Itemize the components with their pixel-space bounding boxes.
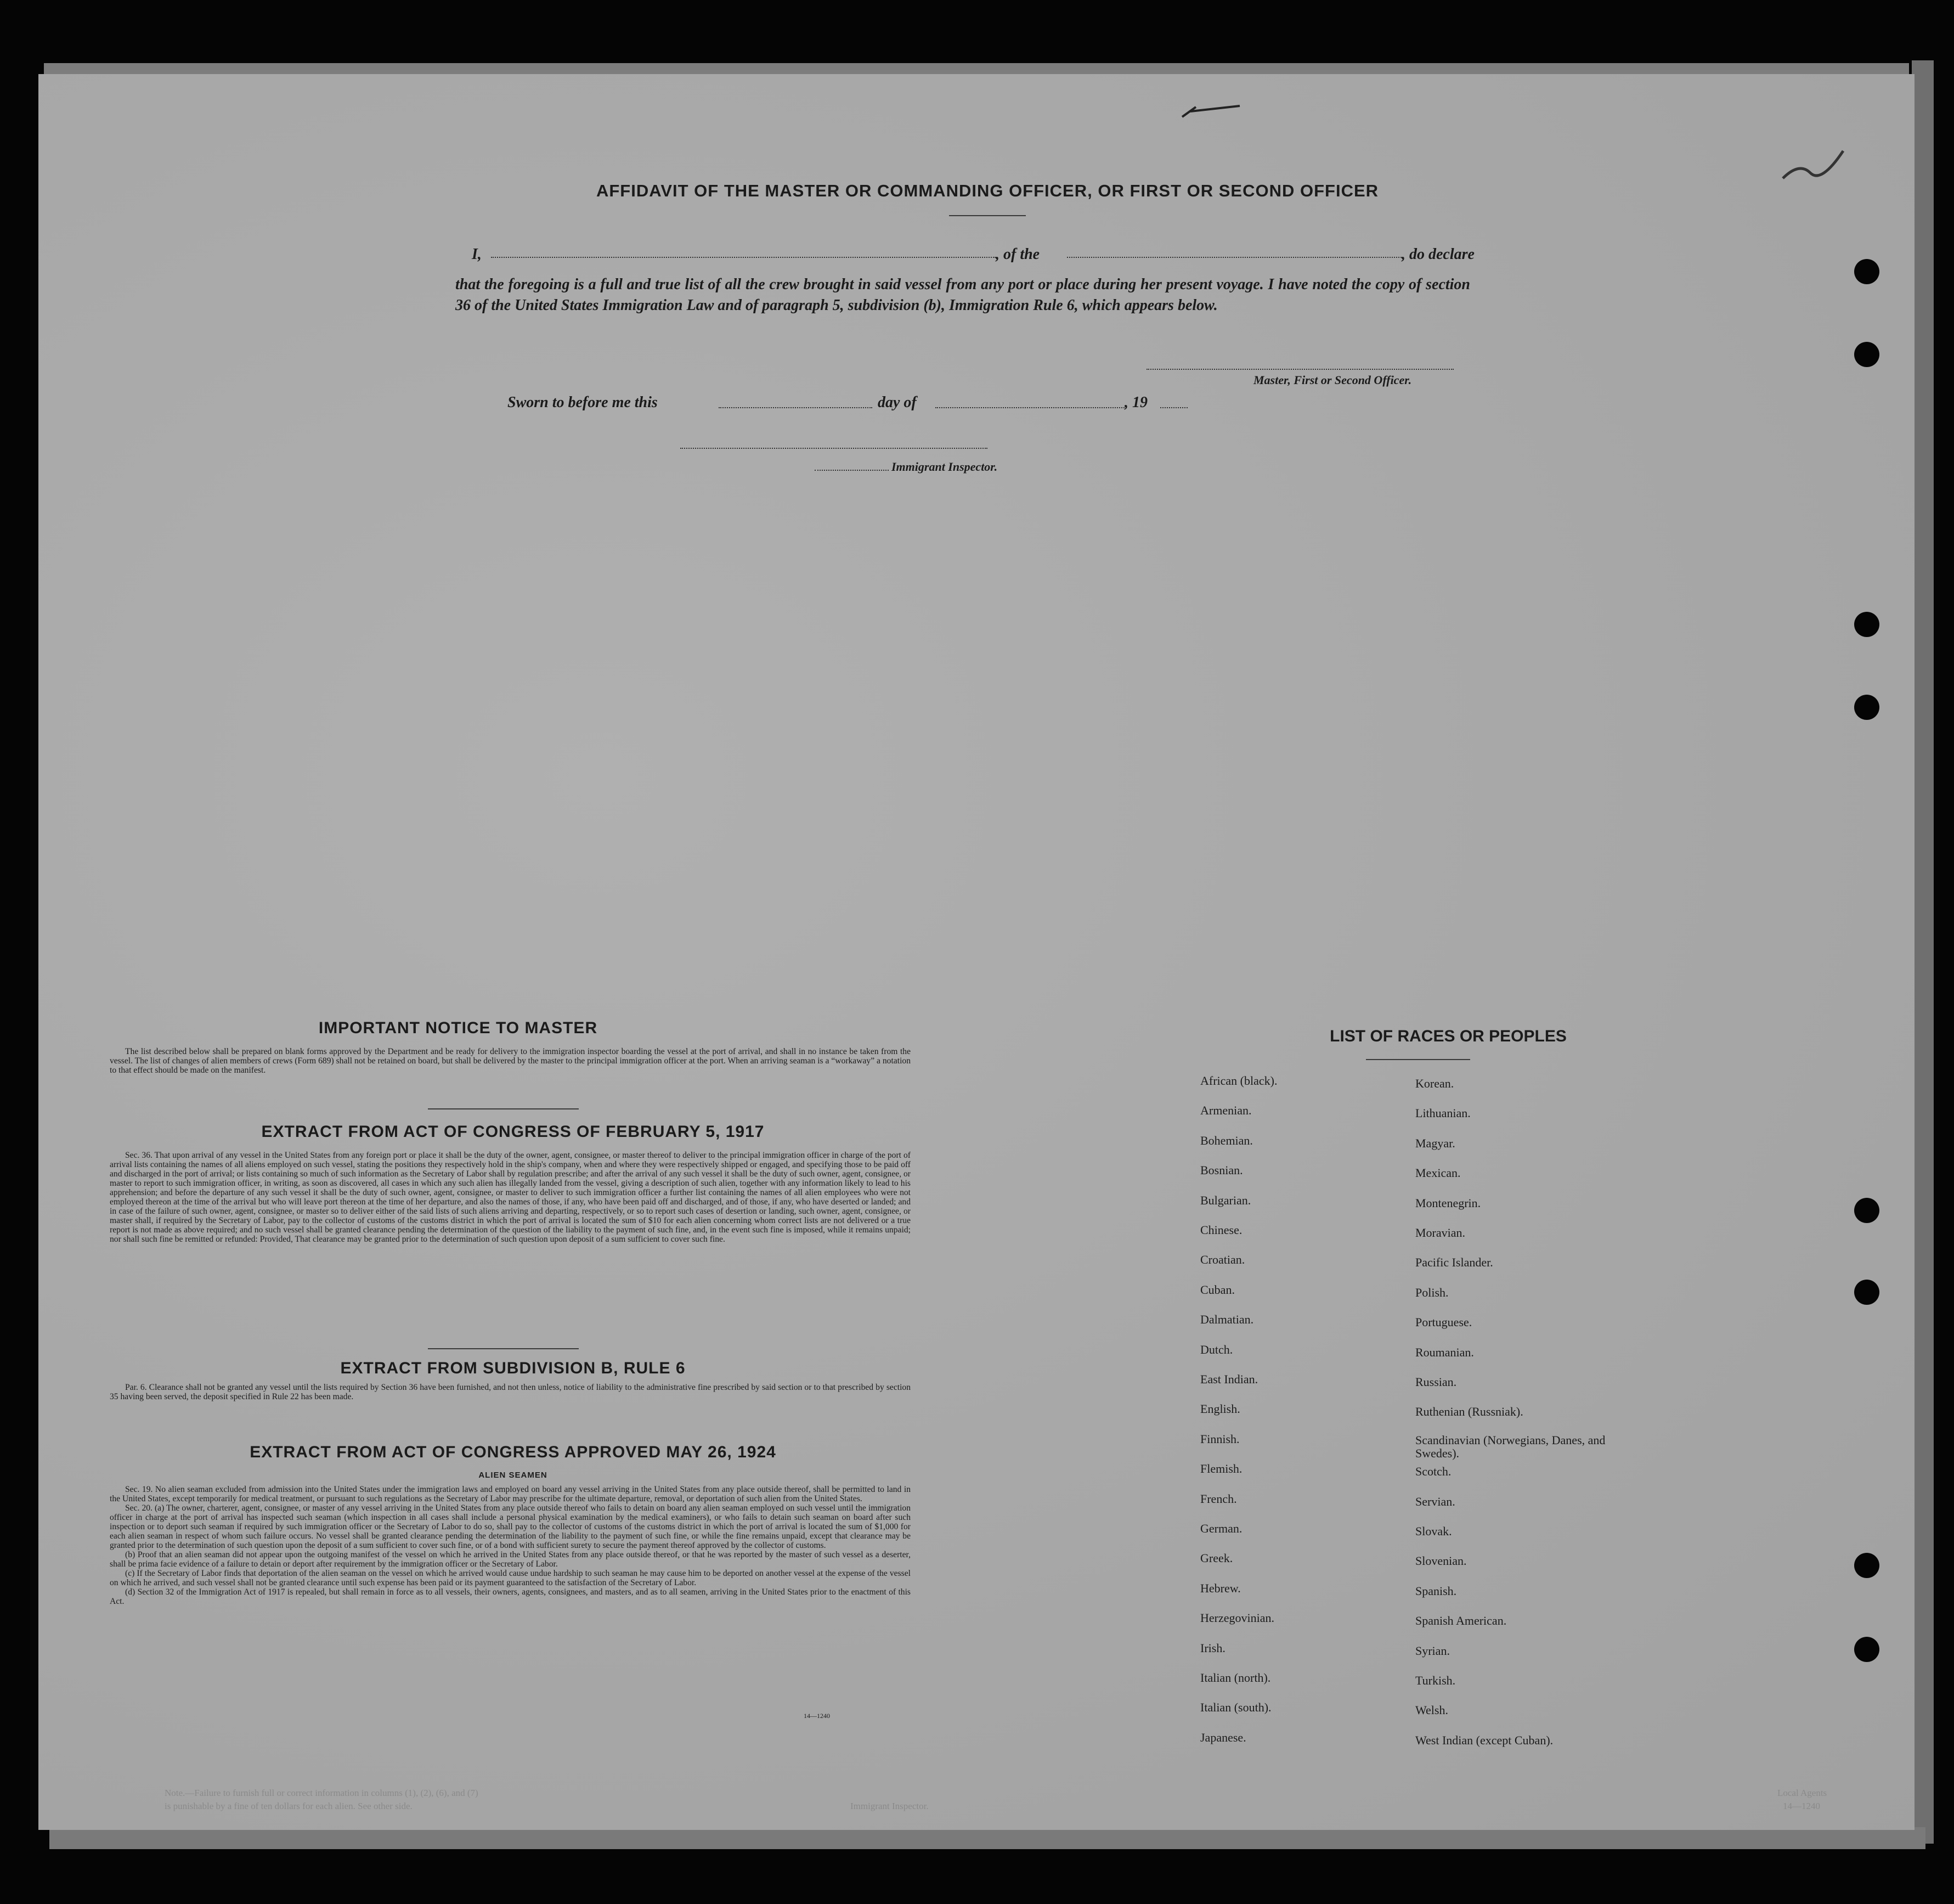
race-item: Moravian.: [1415, 1226, 1466, 1240]
bleed-note-2: is punishable by a fine of ten dollars for each alien. See other side.: [165, 1801, 413, 1811]
notice-paragraph: The list described below shall be prepared on blank forms approved by the Department and be ready for delivery to the immigration inspector boarding the vessel at the port of arrival, and shall in no instance be taken from the vessel. The list of changes of alien members of crews (Form 689) shall not be retained on board, but shall be delivered by the master to the principal immigration officer at the port. When an arriving seaman is a “workaway” a notation to that effect should be made on the manifest.: [110, 1047, 911, 1075]
inspector-signature-blank[interactable]: [680, 448, 987, 449]
extract-rule6-title: EXTRACT FROM SUBDIVISION B, RULE 6: [340, 1359, 686, 1377]
race-item: Slovenian.: [1415, 1554, 1467, 1568]
race-item: English.: [1200, 1402, 1240, 1416]
race-item: West Indian (except Cuban).: [1415, 1733, 1554, 1747]
race-item: Bosnian.: [1200, 1163, 1243, 1178]
sec-20b-paragraph: (b) Proof that an alien seaman did not appear upon the outgoing manifest of the vessel on which he arrived in the United States from any place outside thereof, or that he was reported by the master of such vessel as a deserter, shall be prima facie evidence of a failure to detain or deport after requirement by the immigration officer or the Secretary of Labor.: [110, 1550, 911, 1569]
race-item: Italian (south).: [1200, 1700, 1272, 1715]
punch-hole: [1854, 612, 1879, 637]
race-item: Korean.: [1415, 1077, 1454, 1090]
divider: [428, 1108, 579, 1109]
race-item: Russian.: [1415, 1375, 1457, 1389]
race-item: African (black).: [1200, 1074, 1278, 1088]
affidavit-of-the: , of the: [996, 246, 1040, 263]
handwritten-mark: [1179, 102, 1245, 123]
race-item: French.: [1200, 1491, 1237, 1506]
race-item: Pacific Islander.: [1415, 1255, 1493, 1270]
race-item: Welsh.: [1415, 1703, 1448, 1717]
race-item: Ruthenian (Russniak).: [1415, 1405, 1523, 1419]
extract-1924-title: EXTRACT FROM ACT OF CONGRESS APPROVED MAY 26, 1924: [250, 1443, 776, 1461]
name-blank[interactable]: [491, 257, 996, 258]
affidavit-declaration: that the foregoing is a full and true list of all the crew brought in said vessel from any port or place during her present voyage. I have noted the copy of section 36 of the United States Immigration Law and of paragraph 5, subdivision (b), Immigration Rule 6, which appears below.: [455, 276, 1470, 314]
notice-text: [110, 1047, 911, 1075]
race-item: Polish.: [1415, 1285, 1449, 1299]
punch-hole: [1854, 1553, 1879, 1578]
race-item: Chinese.: [1200, 1223, 1243, 1237]
race-item: Servian.: [1415, 1494, 1455, 1508]
extract-1917-paragraph: Sec. 36. That upon arrival of any vessel in the United States from any foreign port or place it shall be the duty of the owner, agent, consignee, or master thereof to deliver to the principal immigration officer in charge of the port of arrival lists containing the names of all aliens employed on such vessel, stating the positions they respectively hold in the ship's company, when and where they were respectively shipped or engaged, and specifying those to be paid off and discharged in the port of arrival; or lists containing so much of such information as the Secretary of Labor shall by regulation prescribe; and after the arrival of any such vessel it shall be the duty of such owner, agent, consignee, or master to report to such immigration officer, in writing, as soon as discovered, all cases in which any such alien has illegally landed from the vessel, giving a description of such alien, together with any information likely to lead to his apprehension; and before the departure of any such vessel it shall be the duty of such owner, agent, consignee, or master to deliver to such immigration officer a further list containing the names of all alien employees who were not employed thereon at the time of the arrival but who will leave port thereon at the time of her departure, and also the names of those, if any, who have been paid off and discharged, and of those, if any, who have deserted or landed; and in case of the failure of such owner, agent, consignee, or master so to deliver either of the said lists of such aliens arriving and departing, respectively, or so to report such cases of desertion or landing, such owner, agent, consignee, or master shall, if required by the Secretary of Labor, pay to the collector of customs of the customs district in which the port of arrival is located the sum of $10 for each alien concerning whom correct lists are not delivered or a true report is not made as above required; and no such vessel shall be granted clearance pending the determination of the question of the liability to the payment of such fine, and, in the event such fine is imposed, while it remains unpaid; nor shall such fine be remitted or refunded: Provided, That clearance may be granted prior to the determination of such question upon deposit of a sum sufficient to cover such fine.: [110, 1151, 911, 1244]
affidavit-do-declare: , do declare: [1402, 246, 1475, 263]
year-blank[interactable]: [1160, 407, 1188, 408]
sec-19-paragraph: Sec. 19. No alien seaman excluded from admission into the United States under the immigration laws and employed on board any vessel arriving in the United States from any place outside thereof, shall be permitted to land in the United States, except temporarily for medical treatment, or pursuant to such regulations as the Secretary of Labor may prescribe for the ultimate departure, removal, or deportation of such alien from the United States.: [110, 1485, 911, 1503]
corner-pencil-mark: [1777, 140, 1860, 189]
extract-1924-text: [110, 1485, 911, 1606]
sheet-edge-right: [1912, 60, 1934, 1844]
race-item: Montenegrin.: [1415, 1196, 1481, 1210]
race-item: Magyar.: [1415, 1136, 1455, 1150]
race-item: Greek.: [1200, 1551, 1233, 1565]
sworn-label: Sworn to before me this: [507, 394, 658, 411]
divider: [949, 215, 1026, 216]
bleed-agents: Local Agents: [1777, 1788, 1827, 1798]
race-item: Herzegovinian.: [1200, 1611, 1274, 1625]
bleed-form: 14—1240: [1783, 1801, 1820, 1811]
affidavit-title: AFFIDAVIT OF THE MASTER OR COMMANDING OFFICER, OR FIRST OR SECOND OFFICER: [596, 181, 1379, 200]
punch-hole: [1854, 259, 1879, 284]
race-item: East Indian.: [1200, 1372, 1258, 1386]
race-item: Dutch.: [1200, 1342, 1233, 1356]
race-item: Croatian.: [1200, 1253, 1245, 1267]
race-item: Spanish.: [1415, 1584, 1457, 1598]
day-of-label: day of: [878, 394, 917, 411]
sec-20d-paragraph: (d) Section 32 of the Immigration Act of 1917 is repealed, but shall remain in force as to all vessels, their owners, agents, consignees, and masters, and as to all seamen, arriving in the United States prior to the enactment of this Act.: [110, 1587, 911, 1606]
punch-hole: [1854, 1637, 1879, 1662]
race-item: Spanish American.: [1415, 1614, 1507, 1628]
race-item: Italian (north).: [1200, 1671, 1271, 1685]
signature-blank[interactable]: [1147, 369, 1454, 370]
race-item: Portuguese.: [1415, 1315, 1472, 1330]
punch-hole: [1854, 342, 1879, 367]
race-item: Scotch.: [1415, 1464, 1452, 1479]
punch-hole: [1854, 1280, 1879, 1305]
divider: [1366, 1059, 1470, 1060]
race-item: Roumanian.: [1415, 1345, 1474, 1359]
race-item: Scandinavian (Norwegians, Danes, and Swedes).: [1415, 1433, 1606, 1460]
extract-rule6-paragraph: Par. 6. Clearance shall not be granted any vessel until the lists required by Section 36 have been furnished, and not then unless, notice of liability to the administrative fine prescribed by said section or to that prescribed by section 35 having been served, the deposit specified in Rule 22 has been made.: [110, 1383, 911, 1401]
race-item: Bohemian.: [1200, 1133, 1253, 1147]
race-item: Hebrew.: [1200, 1581, 1241, 1595]
race-item: Japanese.: [1200, 1730, 1246, 1744]
races-title: LIST OF RACES OR PEOPLES: [1330, 1027, 1567, 1045]
race-item: Syrian.: [1415, 1643, 1450, 1658]
race-item: Finnish.: [1200, 1432, 1240, 1446]
bleed-inspector: Immigrant Inspector.: [850, 1801, 929, 1811]
inspector-short-blank: [815, 470, 889, 471]
affidavit-i-label: I,: [472, 246, 482, 263]
race-item: Cuban.: [1200, 1282, 1235, 1297]
extract-rule6-text: [110, 1383, 911, 1401]
extract-1917-text: [110, 1151, 911, 1244]
race-item: Flemish.: [1200, 1462, 1243, 1476]
sec-20c-paragraph: (c) If the Secretary of Labor finds that deportation of the alien seaman on the vessel on which he arrived would cause undue hardship to such seaman he may cause him to be deported on another vessel at the expense of the vessel on which he arrived, and such vessel shall not be granted clearance until such expense has been paid or its payment guaranteed to the satisfaction of the Secretary of Labor.: [110, 1569, 911, 1587]
divider: [428, 1348, 579, 1349]
day-blank[interactable]: [719, 407, 872, 408]
punch-hole: [1854, 1198, 1879, 1223]
sheet-edge-bottom: [49, 1827, 1925, 1849]
notice-title: IMPORTANT NOTICE TO MASTER: [318, 1019, 598, 1037]
inspector-label: Immigrant Inspector.: [891, 460, 998, 474]
race-item: Armenian.: [1200, 1103, 1252, 1118]
race-item: Lithuanian.: [1415, 1106, 1471, 1120]
extract-1924-subtitle: ALIEN SEAMEN: [478, 1471, 547, 1480]
signature-label: Master, First or Second Officer.: [1253, 373, 1412, 387]
sheet-edge-top: [44, 63, 1909, 75]
punch-hole: [1854, 695, 1879, 720]
race-item: Mexican.: [1415, 1166, 1461, 1180]
race-item: Bulgarian.: [1200, 1193, 1251, 1207]
sec-20a-paragraph: Sec. 20. (a) The owner, charterer, agent, consignee, or master of any vessel arriving in the United States from any place outside thereof who fails to detain on board any alien seaman employed on such vessel until the immigration officer in charge at the port of arrival has inspected such seaman (which inspection in all cases shall include a personal physical examination by the medical examiners), or who fails to detain such seaman on board after such inspection or to deport such seaman if required by such immigration officer or the Secretary of Labor to do so, shall pay to the collector of customs of the customs district in which the port of arrival is located the sum of $1,000 for each alien seaman in respect of whom such failure occurs. No vessel shall be granted clearance pending the determination of the liability to the payment of such fine, or while the fine remains unpaid, except that clearance may be granted prior to the determination of such question upon the deposit of a sum sufficient to cover such fine, or of a bond with sufficient surety to secure the payment thereof approved by the collector of customs.: [110, 1503, 911, 1550]
bleed-note-1: Note.—Failure to furnish full or correct information in columns (1), (2), (6), and (7): [165, 1788, 478, 1798]
race-item: Turkish.: [1415, 1674, 1456, 1687]
month-blank[interactable]: [935, 407, 1125, 408]
race-item: Slovak.: [1415, 1524, 1452, 1538]
extract-1917-title: EXTRACT FROM ACT OF CONGRESS OF FEBRUARY 5, 1917: [261, 1123, 765, 1141]
race-item: Irish.: [1200, 1641, 1226, 1655]
vessel-blank[interactable]: [1067, 257, 1402, 258]
year-label: , 19: [1125, 394, 1148, 411]
form-number: 14—1240: [804, 1712, 830, 1720]
race-item: Dalmatian.: [1200, 1312, 1254, 1327]
race-item: German.: [1200, 1522, 1243, 1535]
